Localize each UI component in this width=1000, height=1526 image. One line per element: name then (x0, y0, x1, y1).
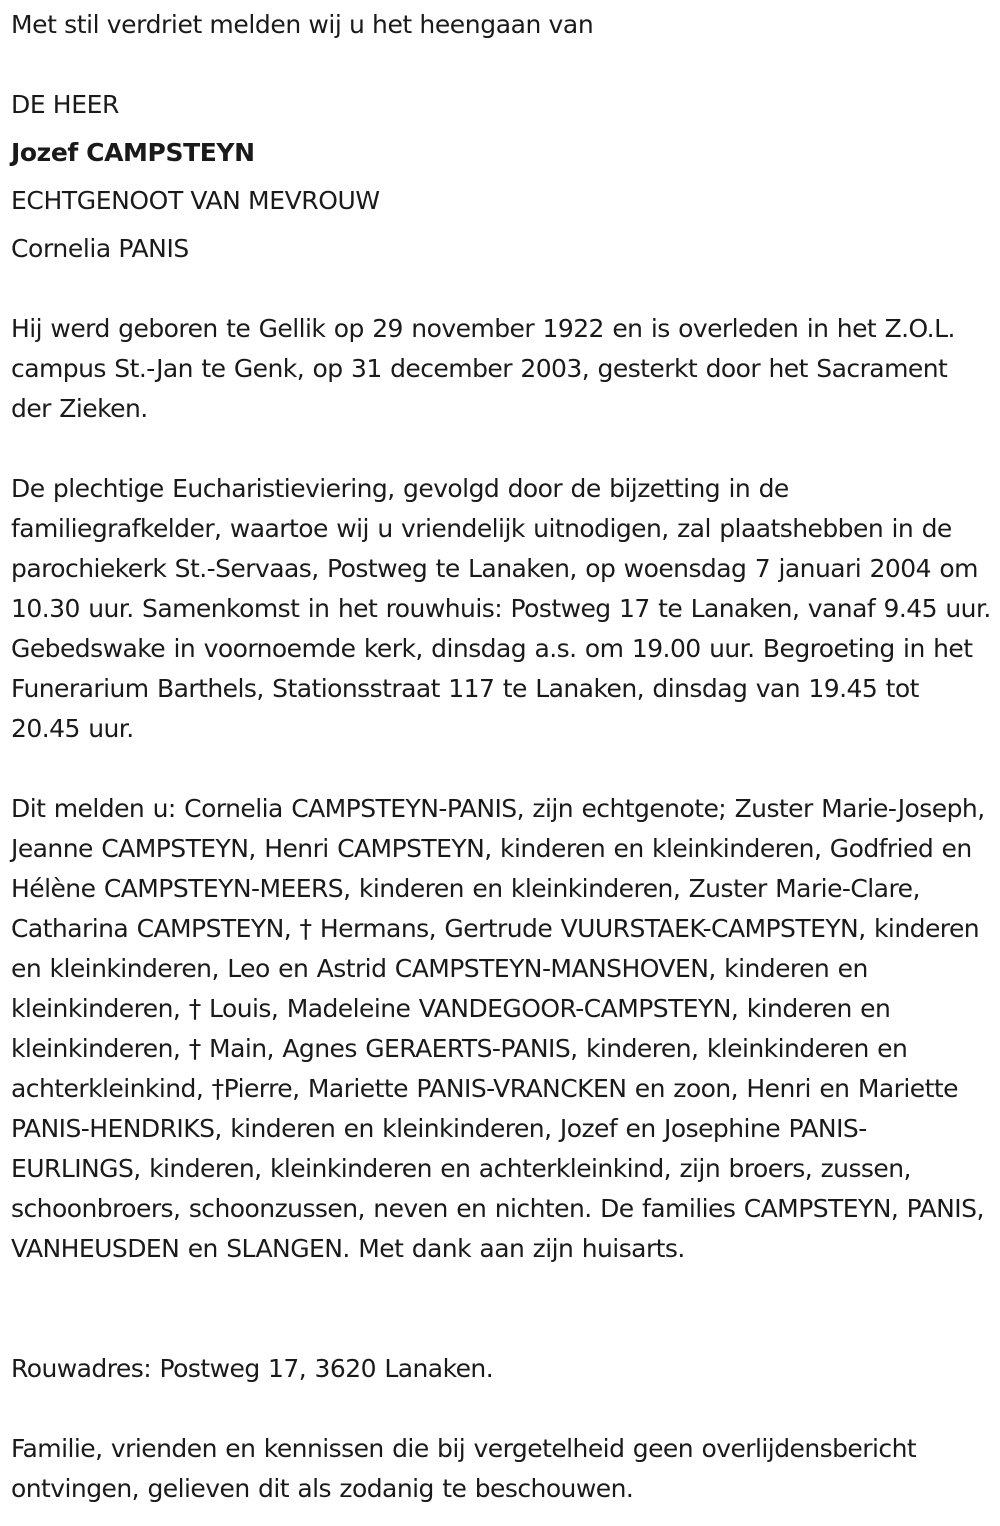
intro-text: Met stil verdriet melden wij u het heengaan van (11, 10, 594, 39)
closing-paragraph: Familie, vrienden en kennissen die bij vergetelheid geen overlijdensbericht ontvingen, gelieven dit als zodanig te beschouwen. (11, 1434, 917, 1503)
spouse-name: Cornelia PANIS (11, 234, 189, 263)
birth-death-paragraph: Hij werd geboren te Gellik op 29 november 1922 en is overleden in het Z.O.L. campus St.-Jan te Genk, op 31 december 2003, gesterkt door het Sacrament der Zieken. (11, 314, 955, 423)
deceased-name: Jozef CAMPSTEYN (11, 138, 255, 167)
ceremony-paragraph: De plechtige Eucharistieviering, gevolgd door de bijzetting in de familiegrafkelder, waartoe wij u vriendelijk uitnodigen, zal plaatshebben in de parochiekerk St.-Servaas, Postweg te Lanaken, op woensdag 7 januari 2004 om 10.30 uur. Samenkomst in het rouwhuis: Postweg 17 te Lanaken, vanaf 9.45 uur. Gebedswake in voornoemde kerk, dinsdag a.s. om 19.00 uur. Begroeting in het Funerarium Barthels, Stationsstraat 117 te Lanaken, dinsdag van 19.45 tot 20.45 uur. (11, 474, 991, 743)
deceased-title: DE HEER (11, 90, 119, 119)
address-paragraph: Rouwadres: Postweg 17, 3620 Lanaken. (11, 1354, 494, 1383)
relation-text: ECHTGENOOT VAN MEVROUW (11, 186, 380, 215)
family-paragraph: Dit melden u: Cornelia CAMPSTEYN-PANIS, zijn echtgenote; Zuster Marie-Joseph, Jeanne CAMPSTEYN, Henri CAMPSTEYN, kinderen en kleinkinderen, Godfried en Hélène CAMPSTEYN-MEERS, kinderen en kleinkinderen, Zuster Marie-Clare, Catharina CAMPSTEYN, † Hermans, Gertrude VUURSTAEK-CAMPSTEYN, kinderen en kleinkinderen, Leo en Astrid CAMPSTEYN-MANSHOVEN, kinderen en kleinkinderen, † Louis, Madeleine VANDEGOOR-CAMPSTEYN, kinderen en kleinkinderen, † Main, Agnes GERAERTS-PANIS, kinderen, kleinkinderen en achterkleinkind, †Pierre, Mariette PANIS-VRANCKEN en zoon, Henri en Mariette PANIS-HENDRIKS, kinderen en kleinkinderen, Jozef en Josephine PANIS-EURLINGS, kinderen, kleinkinderen en achterkleinkind, zijn broers, zussen, schoonbroers, schoonzussen, neven en nichten. De families CAMPSTEYN, PANIS, VANHEUSDEN en SLANGEN. Met dank aan zijn huisarts. (11, 794, 985, 1263)
